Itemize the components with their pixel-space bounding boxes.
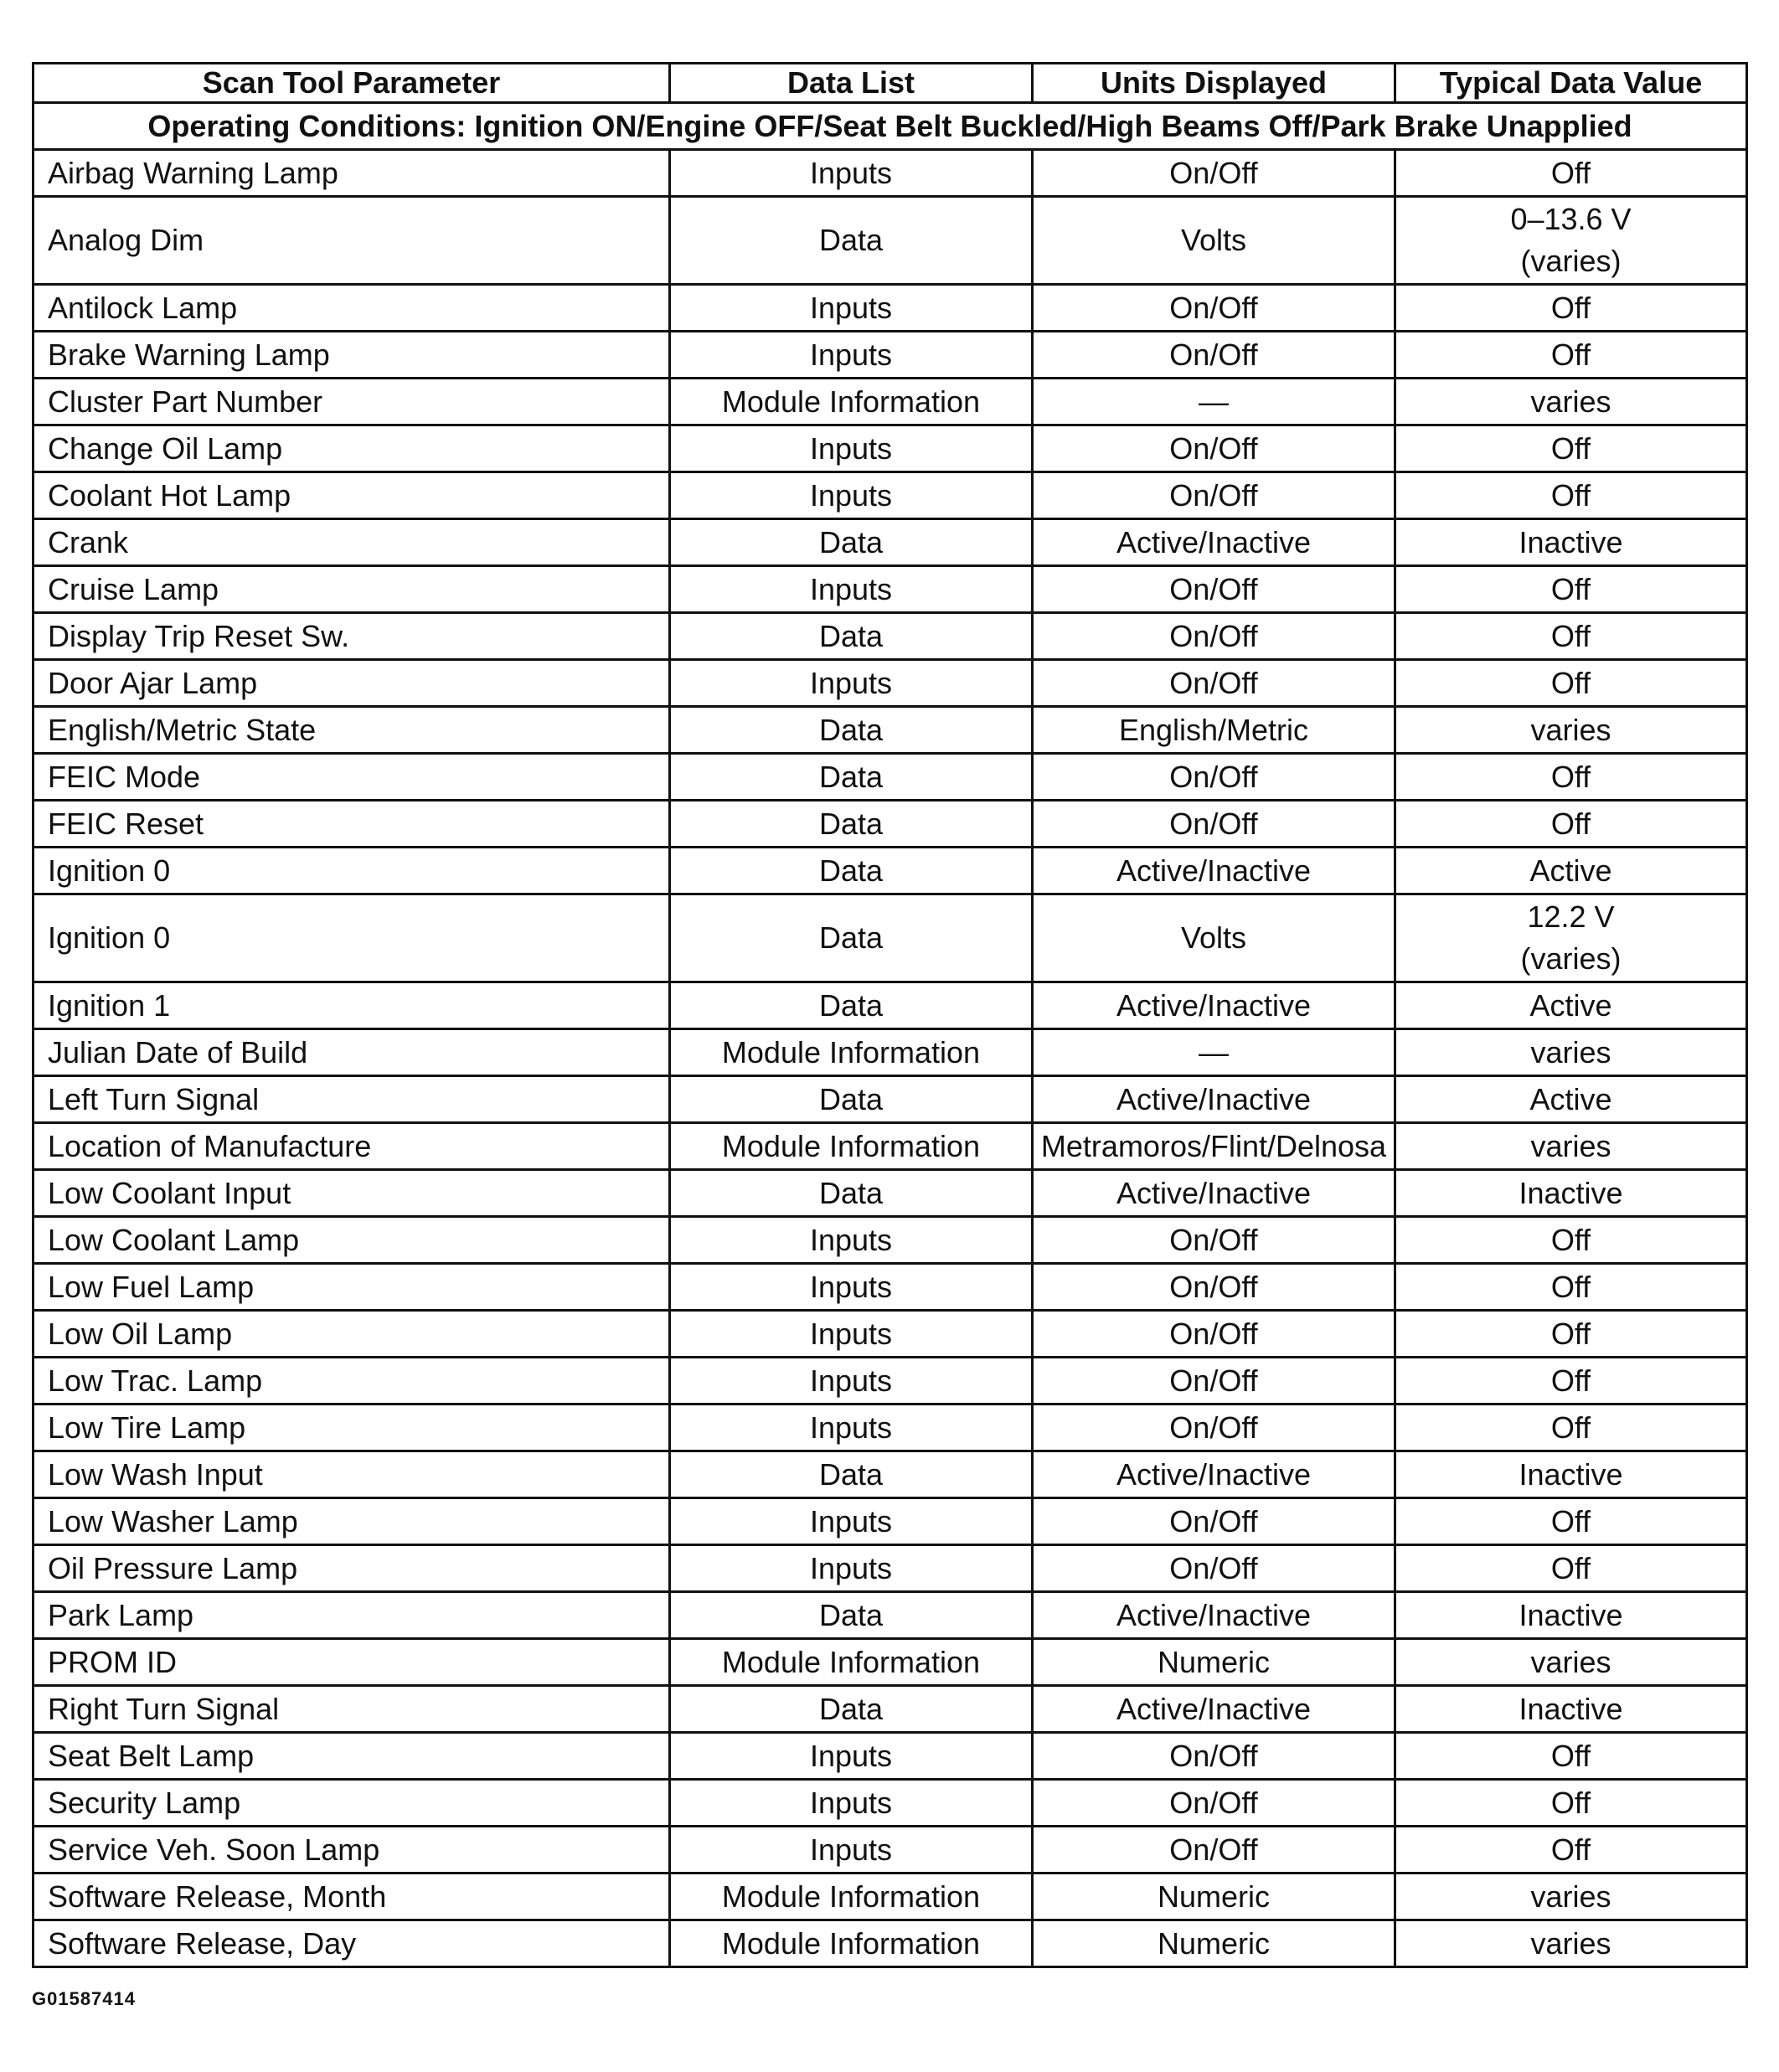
data-list-cell: Module Information — [670, 1123, 1033, 1170]
data-list-cell: Module Information — [670, 1920, 1033, 1967]
typical-value-line: varies — [1530, 384, 1611, 419]
typical-value-cell — [1395, 472, 1747, 519]
parameter-cell: Low Coolant Input — [34, 1170, 670, 1217]
typical-value-line: Off — [1550, 1316, 1591, 1351]
table-row — [34, 1405, 1747, 1451]
data-list-cell: Data — [670, 707, 1033, 754]
operating-conditions-row — [34, 103, 1747, 150]
typical-value-line: Off — [1550, 1363, 1591, 1398]
typical-value-cell — [1395, 1123, 1747, 1170]
parameter-cell: Door Ajar Lamp — [34, 660, 670, 707]
typical-value-line: varies — [1530, 712, 1611, 747]
parameter-cell: Cluster Part Number — [34, 379, 670, 425]
units-cell: On/Off — [1033, 150, 1395, 197]
typical-value-line: varies — [1530, 1034, 1611, 1070]
units-cell: Numeric — [1033, 1639, 1395, 1686]
parameter-cell: Low Oil Lamp — [34, 1311, 670, 1358]
data-list-cell: Inputs — [670, 1498, 1033, 1545]
data-list-cell: Module Information — [670, 379, 1033, 425]
data-list-cell: Data — [670, 1451, 1033, 1498]
units-cell: Active/Inactive — [1033, 848, 1395, 894]
units-cell: Metramoros/Flint/Delnosa — [1033, 1123, 1395, 1170]
parameter-cell: FEIC Reset — [34, 801, 670, 848]
data-list-cell: Data — [670, 982, 1033, 1029]
column-header-scan-tool-parameter: Scan Tool Parameter — [34, 64, 670, 103]
units-cell: Active/Inactive — [1033, 1592, 1395, 1639]
typical-value-line: (varies) — [1520, 941, 1622, 976]
data-list-cell: Data — [670, 519, 1033, 566]
table-row — [34, 1123, 1747, 1170]
parameter-cell: Display Trip Reset Sw. — [34, 613, 670, 660]
parameter-cell: Ignition 0 — [34, 848, 670, 894]
table-row — [34, 1311, 1747, 1358]
table-row — [34, 613, 1747, 660]
table-body — [34, 103, 1747, 1967]
units-cell: On/Off — [1033, 613, 1395, 660]
table-row — [34, 1217, 1747, 1264]
typical-value-cell — [1395, 1545, 1747, 1592]
table-row — [34, 1874, 1747, 1920]
parameter-cell: Low Washer Lamp — [34, 1498, 670, 1545]
data-list-cell: Inputs — [670, 1264, 1033, 1311]
data-list-cell: Module Information — [670, 1029, 1033, 1076]
parameter-cell: Low Trac. Lamp — [34, 1358, 670, 1405]
table-row — [34, 1639, 1747, 1686]
table-row — [34, 1686, 1747, 1733]
parameter-cell: PROM ID — [34, 1639, 670, 1686]
parameter-cell: Airbag Warning Lamp — [34, 150, 670, 197]
units-cell: — — [1033, 1029, 1395, 1076]
data-list-cell: Data — [670, 1592, 1033, 1639]
typical-value-cell — [1395, 1358, 1747, 1405]
parameter-cell: Security Lamp — [34, 1780, 670, 1827]
typical-value-line: varies — [1530, 1128, 1611, 1163]
units-cell: On/Off — [1033, 425, 1395, 472]
parameter-cell: Ignition 0 — [34, 894, 670, 982]
table-row — [34, 848, 1747, 894]
table-row — [34, 425, 1747, 472]
typical-value-line: (varies) — [1520, 244, 1622, 278]
typical-value-cell — [1395, 613, 1747, 660]
typical-value-cell — [1395, 379, 1747, 425]
typical-value-line: Off — [1550, 477, 1591, 513]
typical-value-line: Off — [1550, 806, 1591, 841]
typical-value-line: Active — [1529, 853, 1612, 888]
typical-value-line: Inactive — [1519, 524, 1623, 559]
typical-value-line: Off — [1550, 1550, 1591, 1585]
typical-value-cell — [1395, 1076, 1747, 1123]
table-row — [34, 1545, 1747, 1592]
table-row — [34, 1358, 1747, 1405]
units-cell: On/Off — [1033, 754, 1395, 801]
data-list-cell: Inputs — [670, 1358, 1033, 1405]
data-list-cell: Data — [670, 848, 1033, 894]
table-row — [34, 1029, 1747, 1076]
table-row — [34, 1827, 1747, 1874]
typical-value-line: 0–13.6 V — [1510, 202, 1632, 236]
parameter-cell: Low Wash Input — [34, 1451, 670, 1498]
typical-value-cell — [1395, 1686, 1747, 1733]
scan-tool-data-table-container — [32, 62, 1745, 1968]
typical-value-line: Off — [1550, 155, 1591, 190]
typical-value-line: Off — [1550, 1503, 1591, 1539]
table-row — [34, 801, 1747, 848]
typical-value-cell — [1395, 1264, 1747, 1311]
parameter-cell: Coolant Hot Lamp — [34, 472, 670, 519]
typical-value-line: Inactive — [1519, 1691, 1623, 1726]
units-cell: On/Off — [1033, 1264, 1395, 1311]
data-list-cell: Inputs — [670, 285, 1033, 332]
data-list-cell: Data — [670, 613, 1033, 660]
typical-value-line: varies — [1530, 1925, 1611, 1961]
typical-value-cell — [1395, 566, 1747, 613]
parameter-cell: Software Release, Month — [34, 1874, 670, 1920]
scan-tool-data-table — [32, 62, 1748, 1968]
table-row — [34, 1920, 1747, 1967]
typical-value-line: varies — [1530, 1644, 1611, 1679]
units-cell: On/Off — [1033, 801, 1395, 848]
typical-value-line: Active — [1529, 987, 1612, 1023]
typical-value-cell — [1395, 197, 1747, 285]
data-list-cell: Inputs — [670, 566, 1033, 613]
typical-value-cell — [1395, 332, 1747, 379]
data-list-cell: Data — [670, 754, 1033, 801]
data-list-cell: Inputs — [670, 660, 1033, 707]
data-list-cell: Data — [670, 1076, 1033, 1123]
typical-value-line: Off — [1550, 759, 1591, 794]
table-row — [34, 519, 1747, 566]
units-cell: Numeric — [1033, 1874, 1395, 1920]
data-list-cell: Data — [670, 1686, 1033, 1733]
table-row — [34, 1498, 1747, 1545]
data-list-cell: Inputs — [670, 425, 1033, 472]
data-list-cell: Data — [670, 197, 1033, 285]
units-cell: On/Off — [1033, 1498, 1395, 1545]
table-row — [34, 566, 1747, 613]
parameter-cell: Low Fuel Lamp — [34, 1264, 670, 1311]
typical-value-cell — [1395, 1217, 1747, 1264]
parameter-cell: English/Metric State — [34, 707, 670, 754]
typical-value-line: Off — [1550, 665, 1591, 700]
data-list-cell: Inputs — [670, 1217, 1033, 1264]
units-cell: On/Off — [1033, 1358, 1395, 1405]
typical-value-cell — [1395, 754, 1747, 801]
typical-value-cell — [1395, 1733, 1747, 1780]
column-header-typical-data-value: Typical Data Value — [1395, 64, 1747, 103]
parameter-cell: Brake Warning Lamp — [34, 332, 670, 379]
parameter-cell: Left Turn Signal — [34, 1076, 670, 1123]
typical-value-line: Off — [1550, 1222, 1591, 1257]
column-header-units-displayed: Units Displayed — [1033, 64, 1395, 103]
column-header-data-list: Data List — [670, 64, 1033, 103]
typical-value-cell — [1395, 1029, 1747, 1076]
units-cell: On/Off — [1033, 566, 1395, 613]
typical-value-line: Off — [1550, 430, 1591, 466]
typical-value-cell — [1395, 1827, 1747, 1874]
parameter-cell: Low Tire Lamp — [34, 1405, 670, 1451]
typical-value-cell — [1395, 801, 1747, 848]
parameter-cell: Oil Pressure Lamp — [34, 1545, 670, 1592]
table-row — [34, 1592, 1747, 1639]
typical-value-cell — [1395, 1498, 1747, 1545]
parameter-cell: Park Lamp — [34, 1592, 670, 1639]
units-cell: On/Off — [1033, 332, 1395, 379]
data-list-cell: Inputs — [670, 1827, 1033, 1874]
table-row — [34, 379, 1747, 425]
typical-value-cell — [1395, 1639, 1747, 1686]
table-row — [34, 1170, 1747, 1217]
typical-value-line: Inactive — [1519, 1456, 1623, 1492]
parameter-cell: FEIC Mode — [34, 754, 670, 801]
table-row — [34, 660, 1747, 707]
typical-value-line: Inactive — [1519, 1175, 1623, 1210]
units-cell: On/Off — [1033, 1827, 1395, 1874]
parameter-cell: Seat Belt Lamp — [34, 1733, 670, 1780]
typical-value-cell — [1395, 1874, 1747, 1920]
typical-value-line: Inactive — [1519, 1597, 1623, 1632]
typical-value-cell — [1395, 1311, 1747, 1358]
table-row — [34, 1780, 1747, 1827]
data-list-cell: Data — [670, 1170, 1033, 1217]
data-list-cell: Inputs — [670, 472, 1033, 519]
typical-value-cell — [1395, 1451, 1747, 1498]
units-cell: Active/Inactive — [1033, 1451, 1395, 1498]
data-list-cell: Inputs — [670, 1545, 1033, 1592]
table-row — [34, 1076, 1747, 1123]
parameter-cell: Change Oil Lamp — [34, 425, 670, 472]
typical-value-line: Off — [1550, 290, 1591, 325]
parameter-cell: Low Coolant Lamp — [34, 1217, 670, 1264]
table-row — [34, 150, 1747, 197]
units-cell: On/Off — [1033, 1311, 1395, 1358]
units-cell: English/Metric — [1033, 707, 1395, 754]
typical-value-cell — [1395, 660, 1747, 707]
table-row — [34, 332, 1747, 379]
units-cell: On/Off — [1033, 472, 1395, 519]
typical-value-line: Off — [1550, 618, 1591, 653]
table-row — [34, 707, 1747, 754]
parameter-cell: Ignition 1 — [34, 982, 670, 1029]
typical-value-cell — [1395, 982, 1747, 1029]
data-list-cell: Inputs — [670, 1311, 1033, 1358]
data-list-cell: Data — [670, 801, 1033, 848]
typical-value-cell — [1395, 1592, 1747, 1639]
table-row — [34, 1264, 1747, 1311]
table-row — [34, 197, 1747, 285]
header-row — [34, 64, 1747, 103]
units-cell: On/Off — [1033, 1405, 1395, 1451]
units-cell: On/Off — [1033, 1545, 1395, 1592]
units-cell: Active/Inactive — [1033, 982, 1395, 1029]
parameter-cell: Right Turn Signal — [34, 1686, 670, 1733]
table-row — [34, 1733, 1747, 1780]
data-list-cell: Inputs — [670, 332, 1033, 379]
parameter-cell: Analog Dim — [34, 197, 670, 285]
data-list-cell: Inputs — [670, 1405, 1033, 1451]
typical-value-line: 12.2 V — [1527, 899, 1615, 934]
operating-conditions: Operating Conditions: Ignition ON/Engine OFF/Seat Belt Buckled/High Beams Off/Park Brake Unapplied — [34, 103, 1747, 150]
units-cell: Volts — [1033, 197, 1395, 285]
parameter-cell: Crank — [34, 519, 670, 566]
units-cell: On/Off — [1033, 1733, 1395, 1780]
data-list-cell: Module Information — [670, 1874, 1033, 1920]
typical-value-cell — [1395, 285, 1747, 332]
typical-value-cell — [1395, 1780, 1747, 1827]
table-row — [34, 894, 1747, 982]
data-list-cell: Data — [670, 894, 1033, 982]
parameter-cell: Location of Manufacture — [34, 1123, 670, 1170]
parameter-cell: Software Release, Day — [34, 1920, 670, 1967]
typical-value-line: Off — [1550, 1410, 1591, 1445]
typical-value-cell — [1395, 707, 1747, 754]
typical-value-line: Off — [1550, 1269, 1591, 1304]
parameter-cell: Cruise Lamp — [34, 566, 670, 613]
units-cell: — — [1033, 379, 1395, 425]
table-row — [34, 982, 1747, 1029]
typical-value-cell — [1395, 848, 1747, 894]
figure-id: G01587414 — [32, 1988, 136, 2009]
typical-value-cell — [1395, 1405, 1747, 1451]
units-cell: Active/Inactive — [1033, 1170, 1395, 1217]
data-list-cell: Module Information — [670, 1639, 1033, 1686]
units-cell: Active/Inactive — [1033, 1686, 1395, 1733]
parameter-cell: Julian Date of Build — [34, 1029, 670, 1076]
table-row — [34, 285, 1747, 332]
typical-value-cell — [1395, 894, 1747, 982]
typical-value-line: Off — [1550, 1785, 1591, 1820]
table-row — [34, 1451, 1747, 1498]
parameter-cell: Antilock Lamp — [34, 285, 670, 332]
units-cell: On/Off — [1033, 660, 1395, 707]
typical-value-cell — [1395, 150, 1747, 197]
units-cell: On/Off — [1033, 285, 1395, 332]
units-cell: On/Off — [1033, 1780, 1395, 1827]
typical-value-cell — [1395, 425, 1747, 472]
table-row — [34, 472, 1747, 519]
units-cell: Volts — [1033, 894, 1395, 982]
typical-value-line: Off — [1550, 571, 1591, 606]
typical-value-line: varies — [1530, 1879, 1611, 1914]
typical-value-cell — [1395, 519, 1747, 566]
units-cell: Numeric — [1033, 1920, 1395, 1967]
typical-value-line: Off — [1550, 1832, 1591, 1867]
table-row — [34, 754, 1747, 801]
units-cell: On/Off — [1033, 1217, 1395, 1264]
data-list-cell: Inputs — [670, 1780, 1033, 1827]
typical-value-line: Off — [1550, 1738, 1591, 1773]
units-cell: Active/Inactive — [1033, 1076, 1395, 1123]
typical-value-cell — [1395, 1920, 1747, 1967]
typical-value-line: Active — [1529, 1081, 1612, 1116]
data-list-cell: Inputs — [670, 150, 1033, 197]
typical-value-cell — [1395, 1170, 1747, 1217]
units-cell: Active/Inactive — [1033, 519, 1395, 566]
typical-value-line: Off — [1550, 337, 1591, 372]
data-list-cell: Inputs — [670, 1733, 1033, 1780]
parameter-cell: Service Veh. Soon Lamp — [34, 1827, 670, 1874]
